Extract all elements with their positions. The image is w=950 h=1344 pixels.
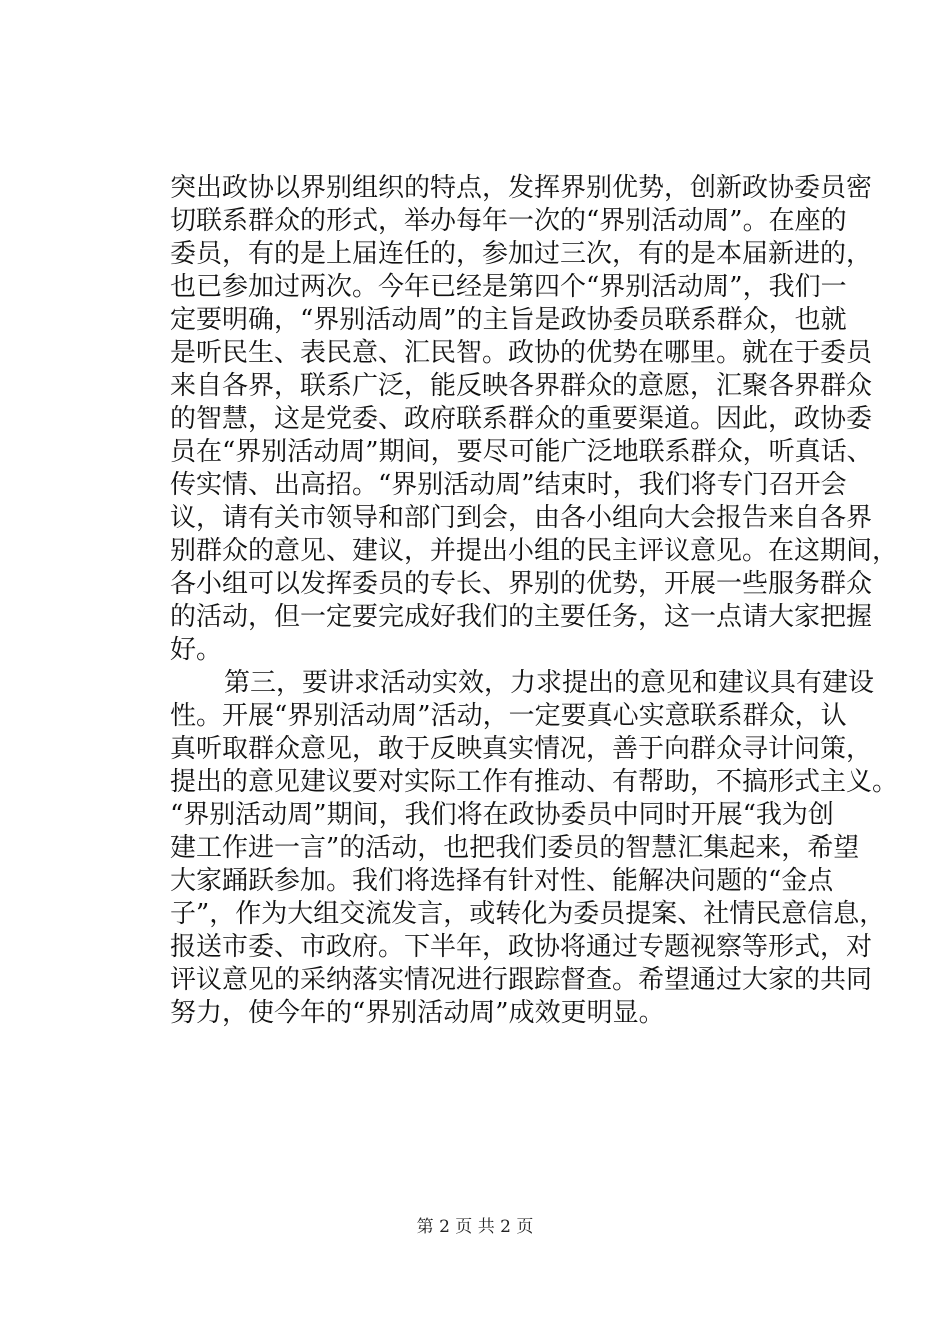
text-line: 议，请有关市领导和部门到会，由各小组向大会报告来自各界 [170,503,873,533]
text-line: 来自各界，联系广泛，能反映各界群众的意愿，汇聚各界群众 [170,371,873,401]
page-number-footer: 第 2 页 共 2 页 [416,1217,534,1237]
text-line: 好。 [170,635,223,665]
text-line: 的活动，但一定要完成好我们的主要任务，这一点请大家把握 [170,602,873,632]
text-line: 子”，作为大组交流发言，或转化为委员提案、社情民意信息， [170,899,886,929]
text-line: 员在“界别活动周”期间，要尽可能广泛地联系群众，听真话、 [170,437,873,467]
text-line: 也已参加过两次。今年已经是第四个“界别活动周”，我们一 [170,272,847,302]
text-line: 各小组可以发挥委员的专长、界别的优势，开展一些服务群众 [170,569,873,599]
text-line: 真听取群众意见，敢于反映真实情况，善于向群众寻计问策， [170,734,873,764]
text-line: 别群众的意见、建议，并提出小组的民主评议意见。在这期间， [170,536,899,566]
text-line: 传实情、出高招。“界别活动周”结束时，我们将专门召开会 [170,470,847,500]
text-line: 评议意见的采纳落实情况进行跟踪督查。希望通过大家的共同 [170,965,873,995]
text-line: 的智慧，这是党委、政府联系群众的重要渠道。因此，政协委 [170,404,873,434]
text-line: 定要明确，“界别活动周”的主旨是政协委员联系群众，也就 [170,305,847,335]
text-line: 性。开展“界别活动周”活动，一定要真心实意联系群众，认 [170,701,847,731]
paragraph [170,667,899,1030]
document-body [170,172,899,1030]
text-line: 建工作进一言”的活动，也把我们委员的智慧汇集起来，希望 [170,833,860,863]
text-line: 报送市委、市政府。下半年，政协将通过专题视察等形式，对 [170,932,873,962]
text-line: 第三，要讲求活动实效，力求提出的意见和建议具有建设 [224,668,875,698]
text-line: 大家踊跃参加。我们将选择有针对性、能解决问题的“金点 [170,866,834,896]
text-line: 努力，使今年的“界别活动周”成效更明显。 [170,998,665,1028]
text-line: 提出的意见建议要对实际工作有推动、有帮助，不搞形式主义。 [170,767,899,797]
paragraph [170,172,899,667]
text-line: 切联系群众的形式，举办每年一次的“界别活动周”。在座的 [170,206,847,236]
text-line: 委员，有的是上届连任的，参加过三次，有的是本届新进的， [170,239,873,269]
text-line: 是听民生、表民意、汇民智。政协的优势在哪里。就在于委员 [170,338,873,368]
text-line: “界别活动周”期间，我们将在政协委员中同时开展“我为创 [170,800,834,830]
text-line: 突出政协以界别组织的特点，发挥界别优势，创新政协委员密 [170,173,873,203]
